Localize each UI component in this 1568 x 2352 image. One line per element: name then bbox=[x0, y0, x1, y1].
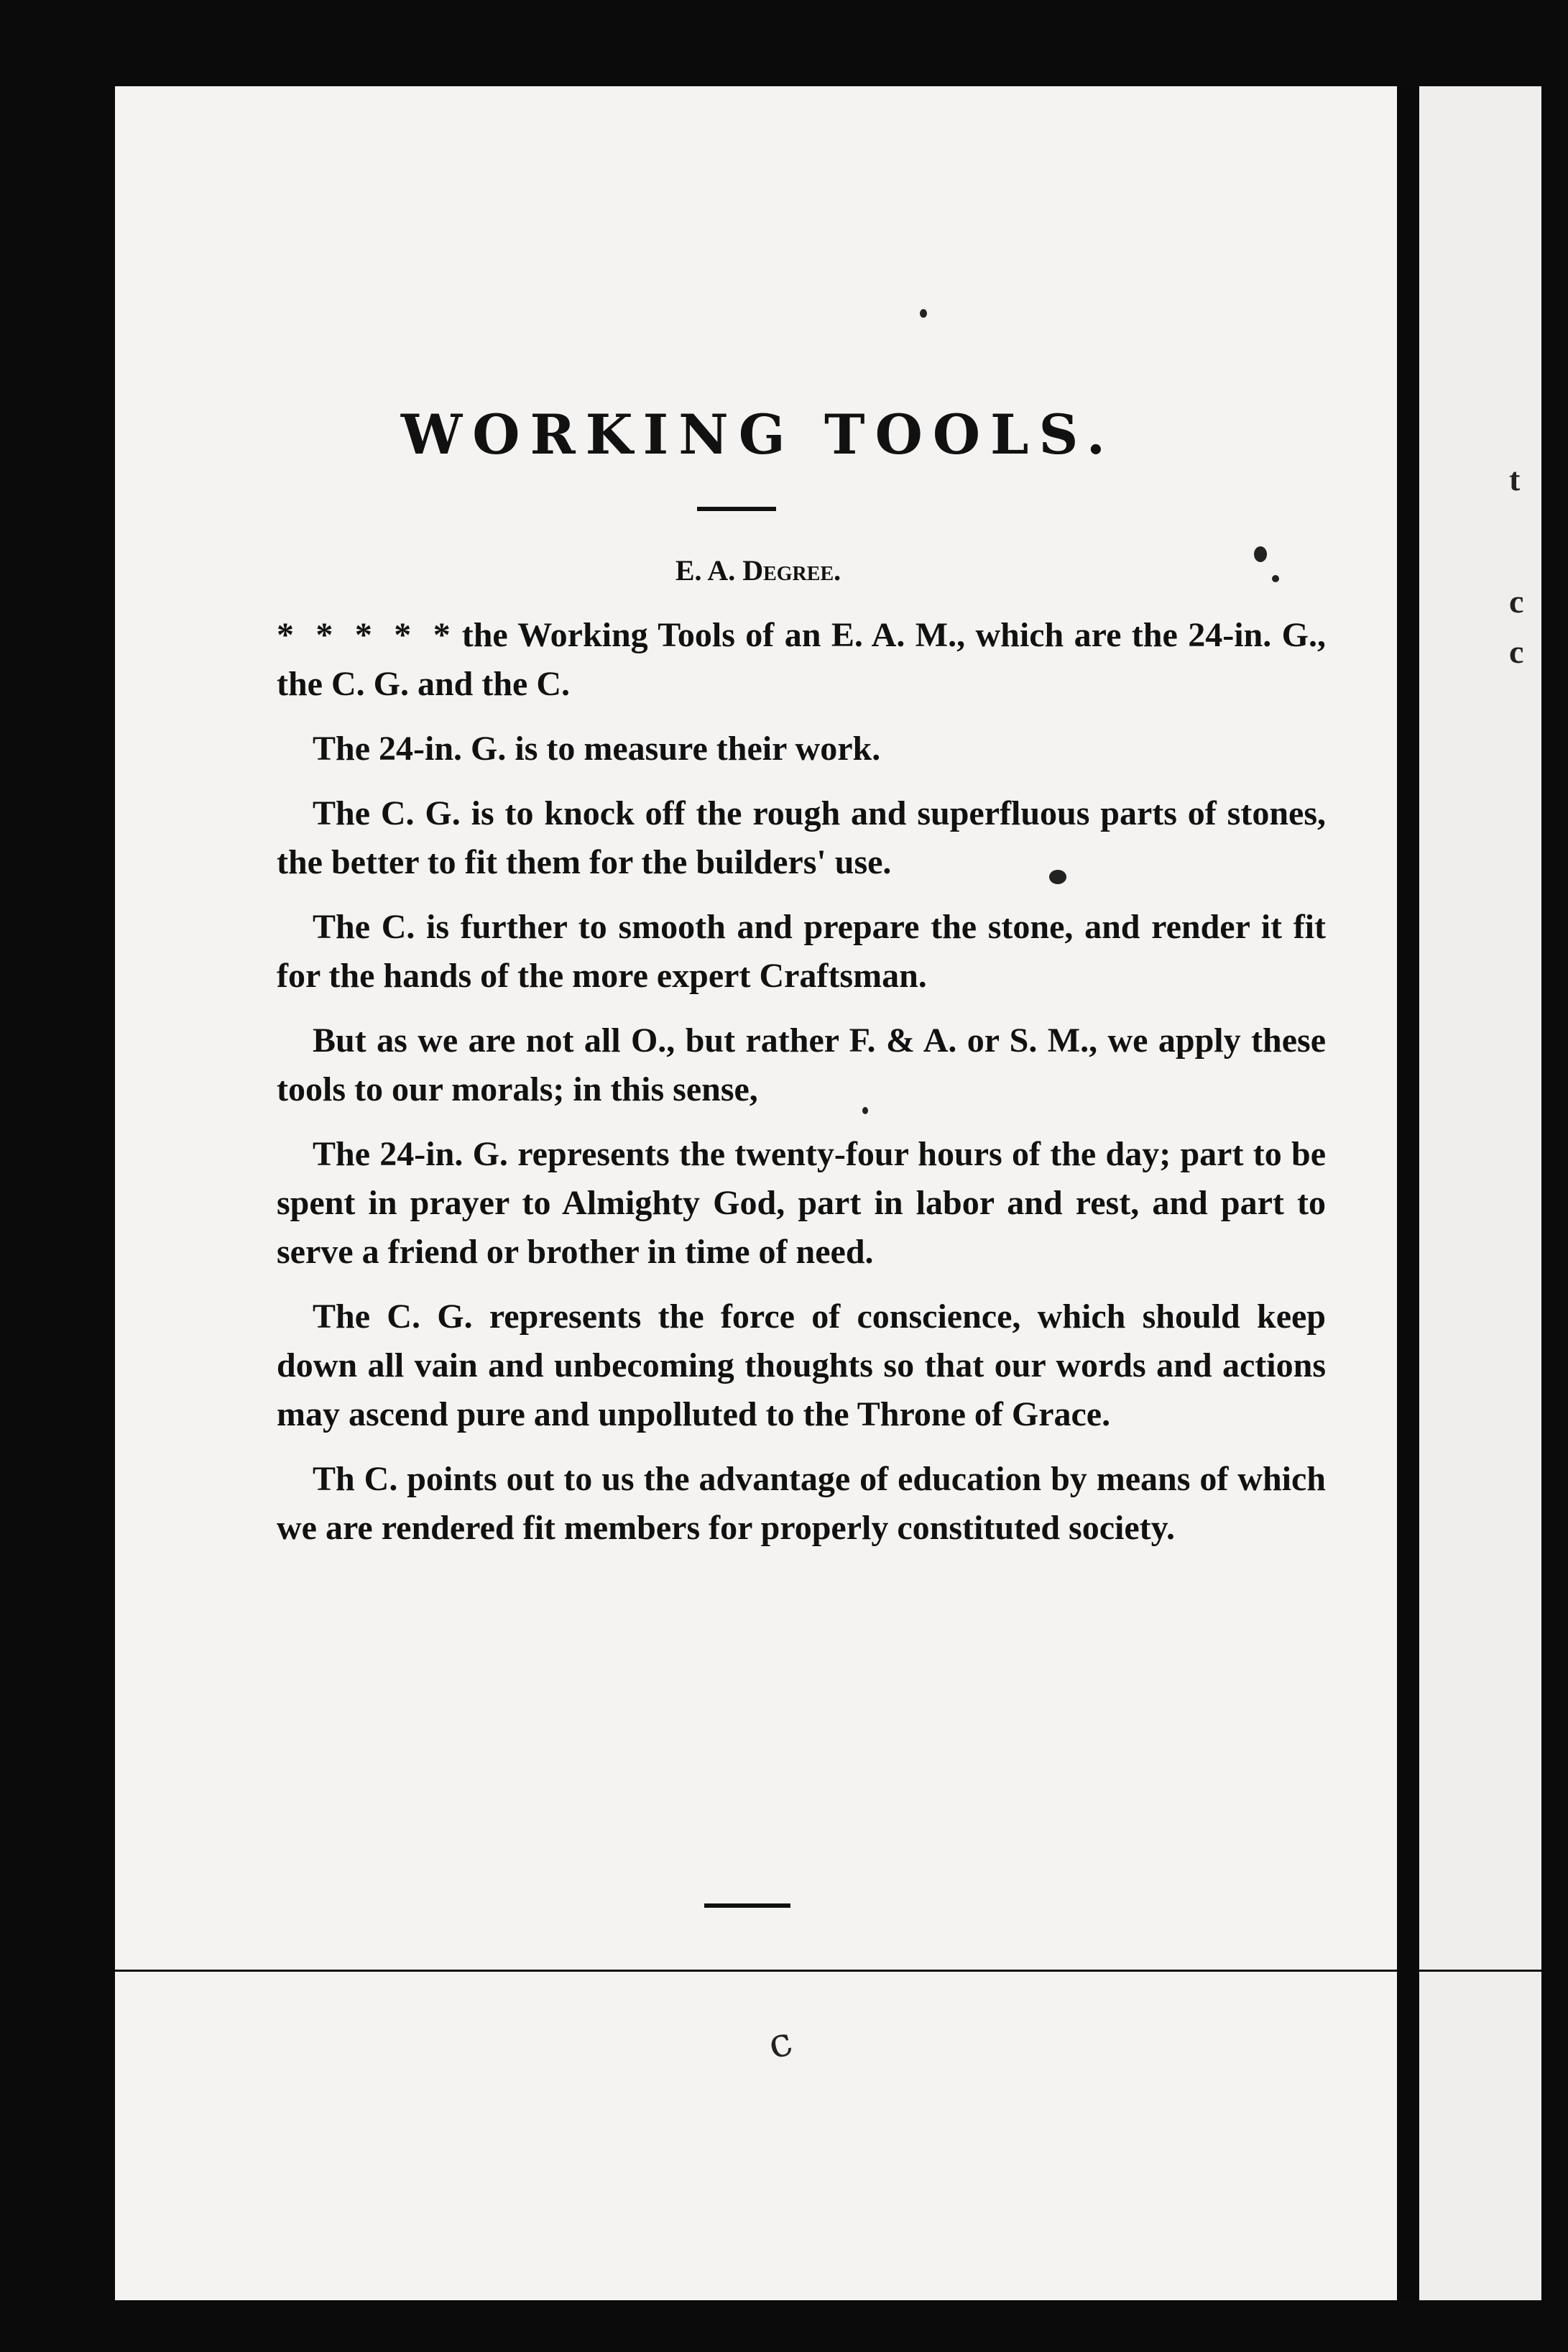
ink-speck bbox=[1272, 575, 1279, 582]
book-page bbox=[115, 86, 1401, 2300]
paragraph-3: The C. G. is to knock off the rough and superfluous parts of stones, the better to fit them for the builders' use. bbox=[277, 794, 1326, 881]
paragraph-6: The 24-in. G. represents the twenty-four hours of the day; part to be spent in prayer to Almighty God, part in labor and rest, and part to serve a friend or brother in time of need. bbox=[277, 1135, 1326, 1271]
paragraph-1-text: the Working Tools of an E. A. M., which are the 24-in. G., the C. G. and the C. bbox=[277, 616, 1327, 703]
paragraph-4: The C. is further to smooth and prepare the stone, and render it fit for the hands of the more expert Craftsman. bbox=[277, 908, 1326, 995]
book-spine bbox=[1397, 86, 1419, 2300]
facing-fold-line bbox=[1419, 1970, 1541, 1972]
ink-speck bbox=[920, 309, 927, 318]
pencil-mark: c bbox=[763, 2018, 798, 2069]
paragraph-2: The 24-in. G. is to measure their work. bbox=[313, 730, 881, 768]
ink-speck bbox=[1254, 546, 1267, 562]
end-rule bbox=[704, 1903, 790, 1908]
facing-page-edge bbox=[1419, 86, 1541, 2300]
paragraph-7: The C. G. represents the force of conscience, which should keep down all vain and unbecoming thoughts so that our words and actions may ascend pure and unpolluted to the Throne of Grace. bbox=[277, 1297, 1326, 1433]
page-title: WORKING TOOLS. bbox=[400, 403, 1116, 467]
edge-letter: t bbox=[1509, 461, 1521, 497]
ink-speck bbox=[1049, 870, 1066, 884]
ink-speck bbox=[862, 1107, 868, 1114]
paragraph-1 bbox=[277, 611, 1326, 709]
edge-letter: c bbox=[1509, 583, 1524, 620]
title-rule bbox=[697, 507, 776, 511]
paragraph-8: Th C. points out to us the advantage of education by means of which we are rendered fit members for properly constituted society. bbox=[277, 1460, 1326, 1547]
edge-letter: c bbox=[1509, 633, 1524, 670]
ellipsis-stars: * * * * * bbox=[277, 616, 456, 654]
paragraph-5: But as we are not all O., but rather F. & A. or S. M., we apply these tools to our morals; in this sense, bbox=[277, 1021, 1326, 1108]
page-body bbox=[277, 611, 1326, 1568]
fold-line bbox=[115, 1970, 1401, 1972]
degree-heading: E. A. Degree. bbox=[675, 554, 841, 587]
